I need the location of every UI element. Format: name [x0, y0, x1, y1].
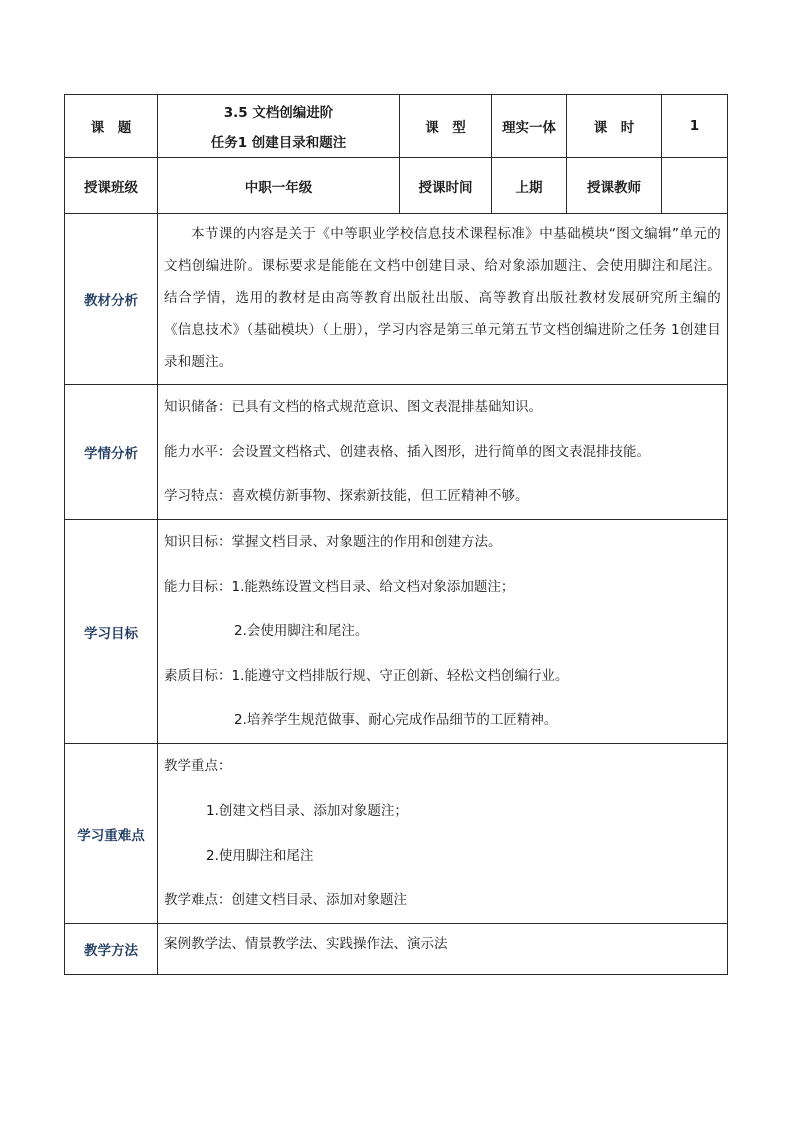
learners-label: 学情分析 [65, 385, 158, 520]
row-topic [65, 95, 728, 158]
learners-cell [158, 385, 728, 520]
topic-task: 任务1 创建目录和题注 [210, 135, 347, 151]
objective-ability-2: 2.会使用脚注和尾注。 [234, 623, 369, 640]
time-label: 授课时间 [400, 158, 492, 214]
row-objectives [65, 520, 728, 744]
method-text: 案例教学法、情景教学法、实践操作法、演示法 [164, 936, 448, 953]
learners-ability: 能力水平：会设置文档格式、创建表格、插入图形，进行简单的图文表混排技能。 [164, 443, 650, 460]
class-value: 中职一年级 [158, 158, 400, 214]
material-cell [158, 214, 728, 385]
row-method [65, 924, 728, 975]
row-class [65, 158, 728, 214]
hours-value: 1 [662, 95, 728, 158]
topic-cell [158, 95, 400, 158]
topic-title: 3.5 文档创编进阶 [223, 105, 334, 121]
objective-knowledge: 知识目标：掌握文档目录、对象题注的作用和创建方法。 [164, 534, 502, 551]
focus-item-2: 2.使用脚注和尾注 [206, 847, 314, 864]
topic-label: 课 题 [65, 95, 158, 158]
row-material [65, 214, 728, 385]
focus-title: 教学重点： [164, 758, 232, 775]
objectives-label: 学习目标 [65, 520, 158, 744]
row-learners [65, 385, 728, 520]
teacher-label: 授课教师 [567, 158, 662, 214]
objective-quality-2: 2.培养学生规范做事、耐心完成作品细节的工匠精神。 [234, 712, 558, 729]
learners-traits: 学习特点：喜欢模仿新事物、探索新技能，但工匠精神不够。 [164, 488, 529, 505]
difficulty: 教学难点：创建文档目录、添加对象题注 [164, 892, 407, 909]
keypoints-cell [158, 744, 728, 924]
keypoints-label: 学习重难点 [65, 744, 158, 924]
objectives-cell [158, 520, 728, 744]
method-label: 教学方法 [65, 924, 158, 975]
objective-quality-1: 素质目标：1.能遵守文档排版行规、守正创新、轻松文档创编行业。 [164, 667, 569, 684]
time-value: 上期 [492, 158, 567, 214]
type-value: 理实一体 [492, 95, 567, 158]
row-keypoints [65, 744, 728, 924]
focus-item-1: 1.创建文档目录、添加对象题注； [206, 802, 408, 819]
material-label: 教材分析 [65, 214, 158, 385]
method-cell [158, 924, 728, 975]
teacher-value [662, 158, 728, 214]
type-label: 课 型 [400, 95, 492, 158]
lesson-plan-table [64, 94, 728, 975]
material-text: 本节课的内容是关于《中等职业学校信息技术课程标准》中基础模块“图文编辑”单元的文档创编进阶。课标要求是能能在文档中创建目录、给对象添加题注、会使用脚注和尾注。结合学情，选用的教材是由高等教育出版社出版、高等教育出版社教材发展研究所主编的《信息技术》（基础模块）（上册），学习内容是第三单元第五节文档创编进阶之任务 1创建目录和题注。 [164, 226, 721, 370]
learners-knowledge: 知识储备：已具有文档的格式规范意识、图文表混排基础知识。 [164, 399, 542, 415]
class-label: 授课班级 [65, 158, 158, 214]
objective-ability-1: 能力目标：1.能熟练设置文档目录、给文档对象添加题注； [164, 578, 515, 595]
hours-label: 课 时 [567, 95, 662, 158]
